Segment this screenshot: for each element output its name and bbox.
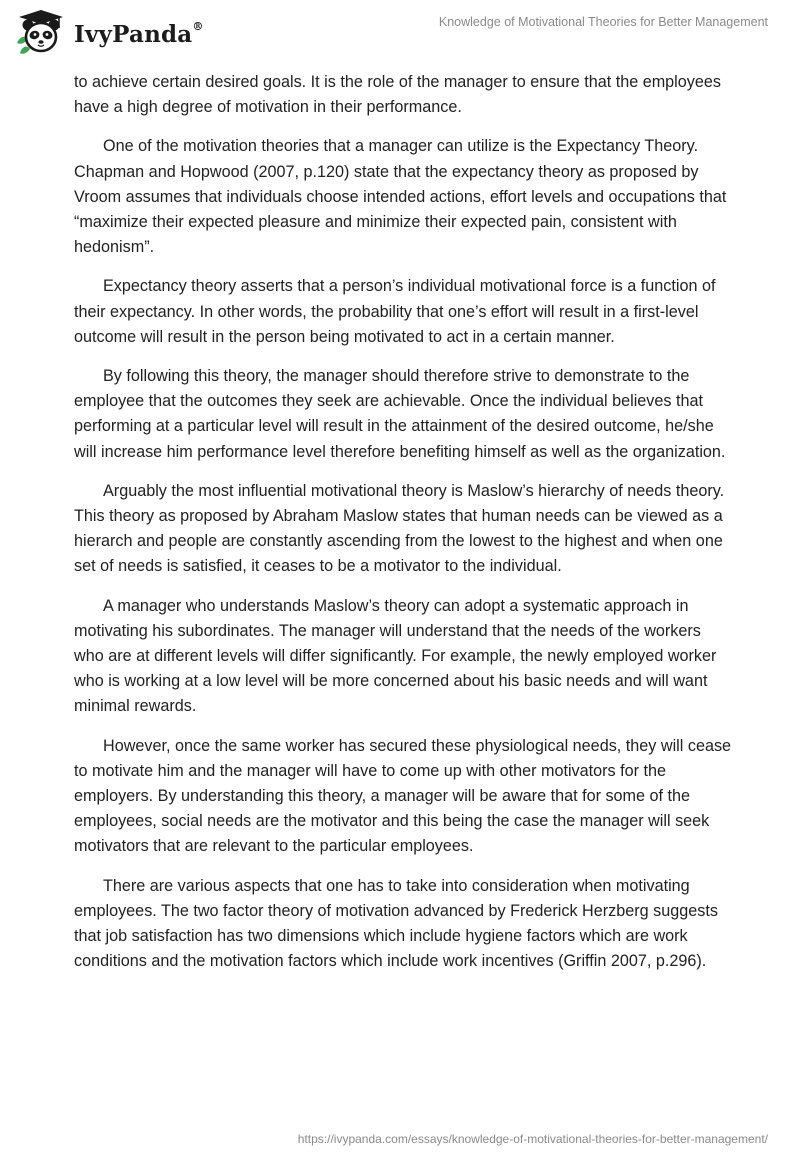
ivypanda-logo[interactable] [14,8,204,56]
paragraph: Arguably the most influential motivational theory is Maslow’s hierarchy of needs theory. This theory as proposed by Abraham Maslow states that human needs can be viewed as a hierarch and people are constantly ascending from the lowest to the highest and when one set of needs is satisfied, it ceases to be a motivator to the individual. [74,481,725,576]
paragraph: One of the motivation theories that a manager can utilize is the Expectancy Theory. Chapman and Hopwood (2007, p.120) state that the expectancy theory as proposed by Vroom assumes that individuals choose intended actions, effort levels and occupations that “maximize their expected pleasure and minimize their expected pain, consistent with hedonism”. [74,137,727,257]
document-title: Knowledge of Motivational Theories for Better Management [438,15,768,29]
panda-graduate-icon [14,8,68,56]
logo-wordmark [74,21,204,48]
essay-body [74,70,734,989]
paragraph: There are various aspects that one has to take into consideration when motivating employees. The two factor theory of motivation advanced by Frederick Herzberg suggests that job satisfaction has two dimensions which include hygiene factors which are work conditions and the motivation factors which include work incentives (Griffin 2007, p.296). [74,876,718,971]
paragraph: to achieve certain desired goals. It is the role of the manager to ensure that the employees have a high degree of motivation in their performance. [74,73,721,117]
paragraph: However, once the same worker has secured these physiological needs, they will cease to motivate him and the manager will have to come up with other motivators for the employers. By understanding this theory, a manager will be aware that for some of the employees, social needs are the motivator and this being the case the manager will seek motivators that are relevant to the particular employees. [74,736,732,856]
logo-name: IvyPanda [74,20,193,48]
page-header [0,0,800,70]
paragraph: Expectancy theory asserts that a person’s individual motivational force is a function of their expectancy. In other words, the probability that one’s effort will result in a first-level outcome will result in the person being motivated to act in a certain manner. [74,277,716,346]
paragraph: By following this theory, the manager should therefore strive to demonstrate to the employee that the outcomes they seek are achievable. Once the individual believes that performing at a particular level will result in the attainment of the desired outcome, he/she will increase him performance level therefore benefiting himself as well as the organization. [74,367,726,461]
source-url[interactable]: https://ivypanda.com/essays/knowledge-of-motivational-theories-for-better-management/ [297,1132,768,1146]
paragraph: A manager who understands Maslow’s theory can adopt a systematic approach in motivating his subordinates. The manager will understand that the needs of the workers who are at different levels will differ significantly. For example, the newly employed worker who is working at a low level will be more concerned about his basic needs and will want minimal rewards. [74,596,717,716]
registered-mark: ® [192,19,204,33]
